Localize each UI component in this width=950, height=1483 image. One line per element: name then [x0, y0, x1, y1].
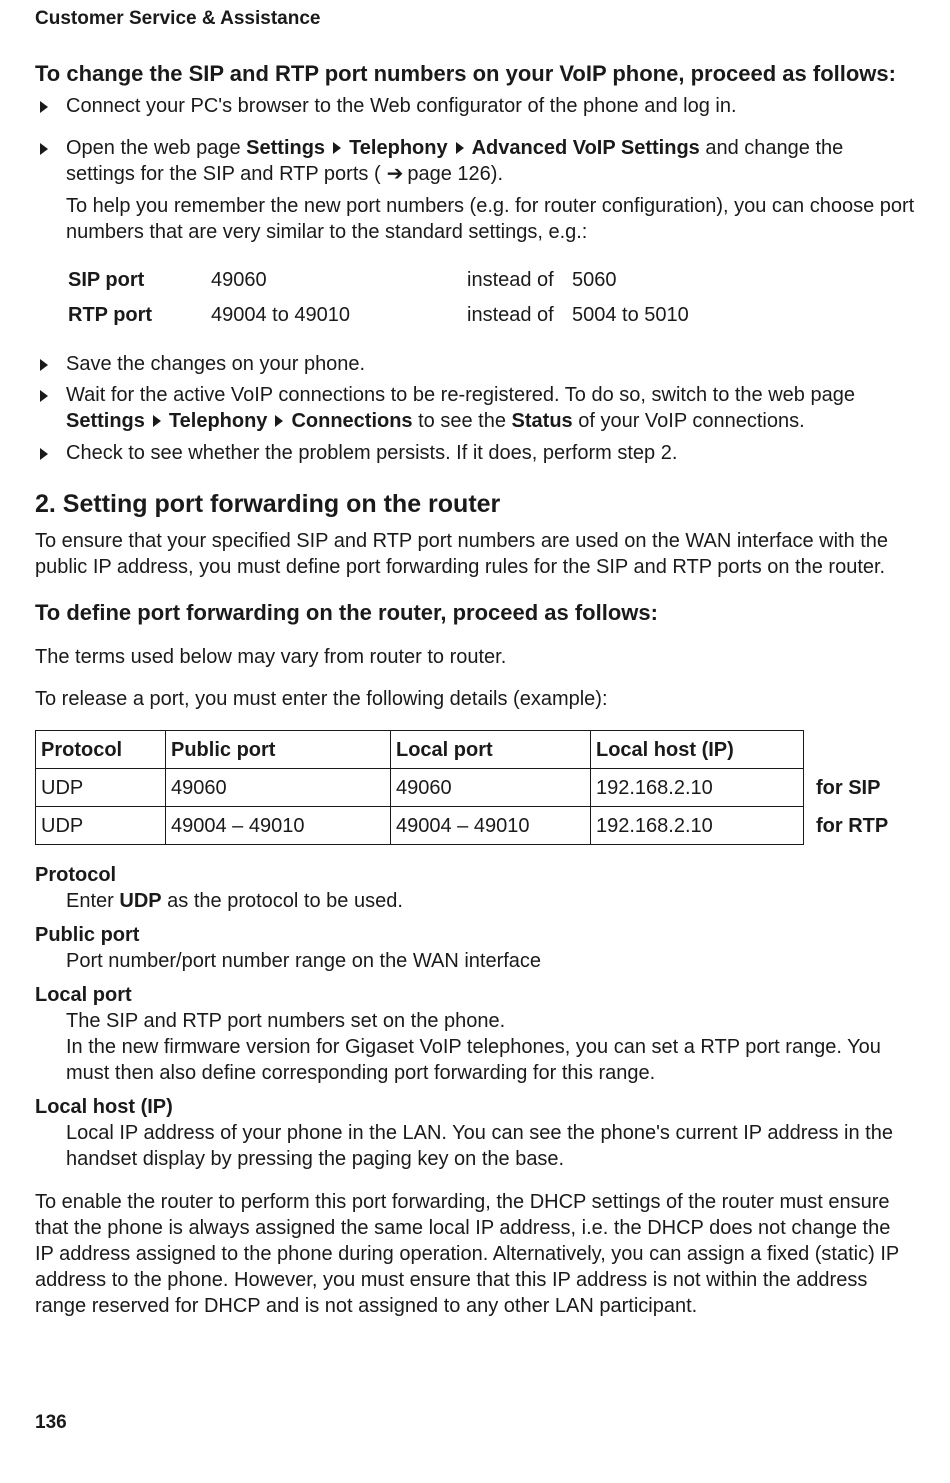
bullet-triangle-icon	[40, 390, 48, 402]
menu-separator-icon	[456, 142, 464, 154]
port-old-value: 5060	[572, 269, 617, 291]
cell-protocol: UDP	[36, 769, 166, 807]
page-number: 136	[35, 1412, 67, 1433]
bullet-wait	[35, 382, 905, 434]
bullet-open-settings	[35, 135, 905, 187]
port-old-value: 5004 to 5010	[572, 304, 689, 326]
running-head: Customer Service & Assistance	[35, 8, 321, 29]
menu-separator-icon	[275, 415, 283, 427]
bullet-open-suffix: and change the	[705, 137, 844, 159]
port-label: RTP port	[68, 304, 153, 326]
bullet-wait-line1: Wait for the active VoIP connections to be re-registered. To do so, switch to the web page	[66, 384, 855, 406]
bullet-save	[35, 351, 905, 377]
def-body-protocol	[66, 888, 926, 914]
header-protocol: Protocol	[36, 731, 166, 769]
section2-paragraph: To ensure that your specified SIP and RTP port numbers are used on the WAN interface with the public IP address, you must define port forwarding rules for the SIP and RTP ports on the router.	[35, 530, 889, 578]
menu-separator-icon	[333, 142, 341, 154]
port-new-value: 49060	[211, 269, 267, 291]
port-forwarding-table	[35, 730, 804, 845]
table-row	[36, 807, 804, 845]
menu-advanced-voip-settings: Advanced VoIP Settings	[471, 137, 700, 159]
bullet-save-text: Save the changes on your phone.	[66, 353, 366, 375]
cell-public-port: 49004 – 49010	[166, 807, 391, 845]
def-protocol-udp: UDP	[119, 890, 162, 912]
def-protocol-pre: Enter	[66, 890, 114, 912]
terms-paragraph: The terms used below may vary from router to router.	[35, 646, 507, 668]
bullet-wait-mid: to see the	[418, 410, 506, 432]
def-protocol-post: as the protocol to be used.	[167, 890, 403, 912]
menu-telephony: Telephony	[349, 137, 448, 159]
release-paragraph: To release a port, you must enter the following details (example):	[35, 688, 608, 710]
header-local-host: Local host (IP)	[591, 731, 804, 769]
step1-heading: To change the SIP and RTP port numbers on your VoIP phone, proceed as follows:	[35, 61, 896, 86]
arrow-right-icon: ➔	[386, 163, 404, 185]
cell-local-port: 49060	[391, 769, 591, 807]
def-term-local-port: Local port	[35, 984, 132, 1006]
dhcp-paragraph: To enable the router to perform this port forwarding, the DHCP settings of the router must ensure that the phone is always assigned the same local IP address, i.e. the DHCP does not change the IP address assigned to the phone during operation. Alternatively, you can assign a fixed (static) IP address to the phone. However, you must ensure that this IP address is not within the address range reserved for DHCP and is not assigned to any other LAN participant.	[35, 1191, 899, 1317]
cell-local-port: 49004 – 49010	[391, 807, 591, 845]
def-term-public-port: Public port	[35, 924, 140, 946]
bullet-open-line2-end: ).	[490, 163, 504, 185]
def-local-port-line2: In the new firmware version for Gigaset VoIP telephones, you can set a RTP port range. You must then also define corresponding port forwarding for this range.	[66, 1036, 881, 1084]
bullet-triangle-icon	[40, 448, 48, 460]
menu-telephony: Telephony	[168, 410, 268, 432]
cell-local-host: 192.168.2.10	[591, 807, 804, 845]
port-example-sip	[68, 267, 868, 293]
def-body-public-port: Port number/port number range on the WAN interface	[66, 950, 542, 972]
menu-settings: Settings	[66, 410, 145, 432]
port-label: SIP port	[68, 269, 145, 291]
cell-public-port: 49060	[166, 769, 391, 807]
bullet-triangle-icon	[40, 143, 48, 155]
def-term-protocol: Protocol	[35, 864, 117, 886]
cell-protocol: UDP	[36, 807, 166, 845]
table-row	[36, 769, 804, 807]
status-term: Status	[511, 410, 573, 432]
row-note-sip: for SIP	[816, 777, 881, 799]
menu-connections: Connections	[291, 410, 413, 432]
bullet-check	[35, 440, 905, 466]
header-local-port: Local port	[391, 731, 591, 769]
port-new-value: 49004 to 49010	[211, 304, 351, 326]
remember-paragraph: To help you remember the new port numbers (e.g. for router configuration), you can choose port numbers that are very similar to the standard settings, e.g.:	[66, 195, 915, 243]
bullet-connect	[35, 93, 905, 119]
bullet-triangle-icon	[40, 359, 48, 371]
port-example-rtp	[68, 302, 868, 328]
bullet-open-prefix: Open the web page	[66, 137, 241, 159]
bullet-connect-text: Connect your PC's browser to the Web configurator of the phone and log in.	[66, 95, 737, 117]
header-public-port: Public port	[166, 731, 391, 769]
bullet-triangle-icon	[40, 101, 48, 113]
define-heading: To define port forwarding on the router, proceed as follows:	[35, 600, 658, 625]
menu-separator-icon	[153, 415, 161, 427]
table-header-row	[36, 731, 804, 769]
def-local-port-line1: The SIP and RTP port numbers set on the phone.	[66, 1010, 506, 1032]
def-body-local-port	[66, 1008, 926, 1086]
def-term-local-host: Local host (IP)	[35, 1096, 173, 1118]
bullet-wait-suffix: of your VoIP connections.	[578, 410, 805, 432]
page-reference: page 126	[407, 163, 491, 185]
cell-local-host: 192.168.2.10	[591, 769, 804, 807]
menu-settings: Settings	[246, 137, 326, 159]
def-body-local-host: Local IP address of your phone in the LAN. You can see the phone's current IP address in the handset display by pressing the paging key on the base.	[66, 1122, 893, 1170]
port-instead-of: instead of	[467, 269, 554, 291]
section2-heading: 2. Setting port forwarding on the router	[35, 490, 501, 518]
bullet-check-text: Check to see whether the problem persists. If it does, perform step 2.	[66, 442, 678, 464]
bullet-open-line2: settings for the SIP and RTP ports (	[66, 163, 381, 185]
port-instead-of: instead of	[467, 304, 554, 326]
row-note-rtp: for RTP	[816, 815, 889, 837]
